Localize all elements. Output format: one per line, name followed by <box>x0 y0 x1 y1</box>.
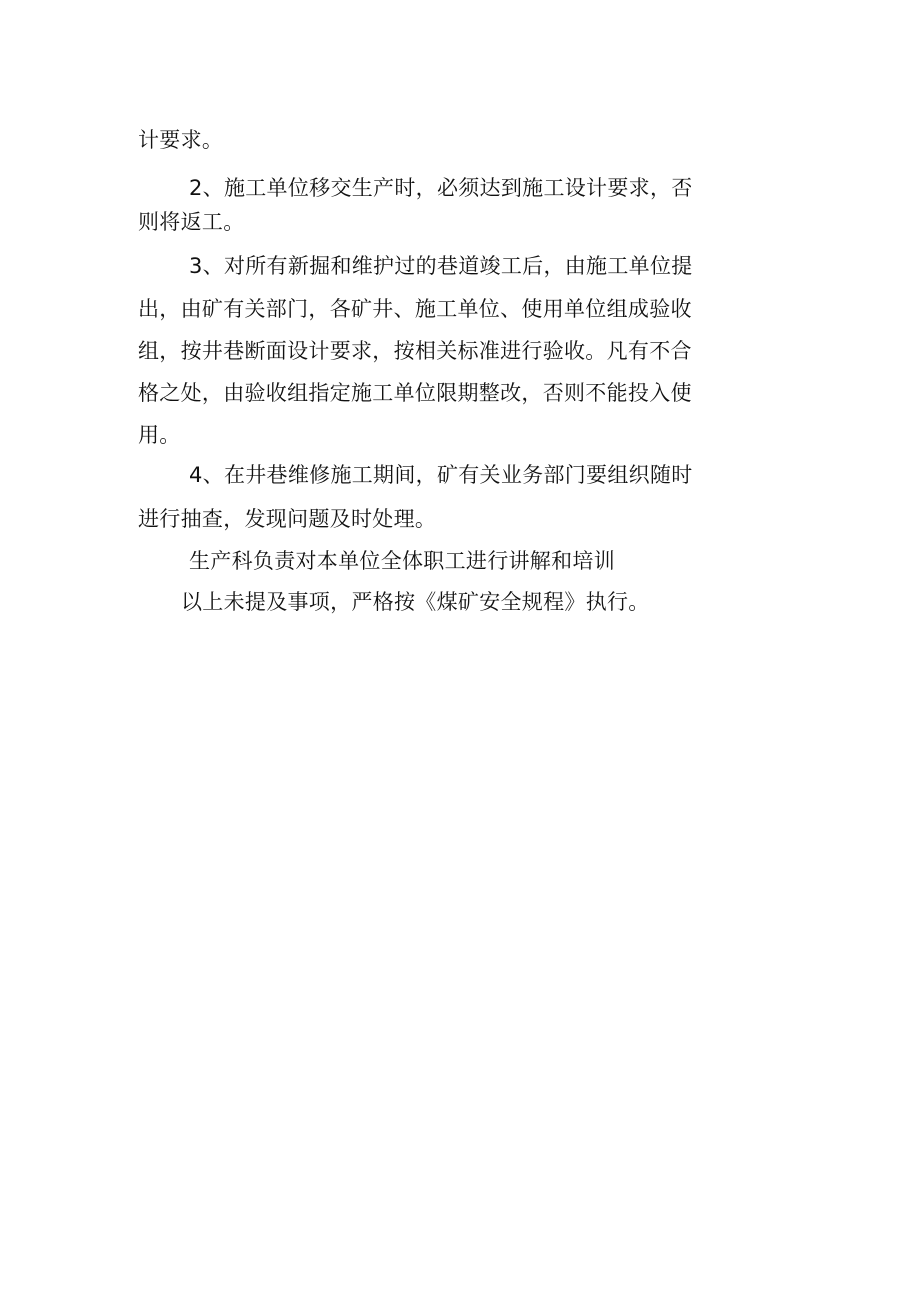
item-3-line-5: 用。 <box>138 423 181 447</box>
item-4-line-2: 进行抽查，发现问题及时处理。 <box>138 507 437 531</box>
item-3-line-1: 3、对所有新掘和维护过的巷道竣工后，由施工单位提 <box>189 254 693 278</box>
text-line-1: 计要求。 <box>138 128 224 152</box>
item-4-line-1: 4、在井巷维修施工期间，矿有关业务部门要组织随时 <box>189 463 693 487</box>
item-3-line-3: 组，按井巷断面设计要求，按相关标准进行验收。凡有不合 <box>138 339 692 363</box>
item-2-line-1: 2、施工单位移交生产时，必须达到施工设计要求，否 <box>189 176 693 200</box>
item-3-line-4: 格之处，由验收组指定施工单位限期整改，否则不能投入使 <box>138 381 692 405</box>
item-2-line-2: 则将返工。 <box>138 210 245 234</box>
closing-note: 以上未提及事项，严格按《煤矿安全规程》执行。 <box>181 590 650 614</box>
item-3-line-2: 出，由矿有关部门，各矿井、施工单位、使用单位组成验收 <box>138 297 692 321</box>
training-note: 生产科负责对本单位全体职工进行讲解和培训 <box>189 549 615 573</box>
